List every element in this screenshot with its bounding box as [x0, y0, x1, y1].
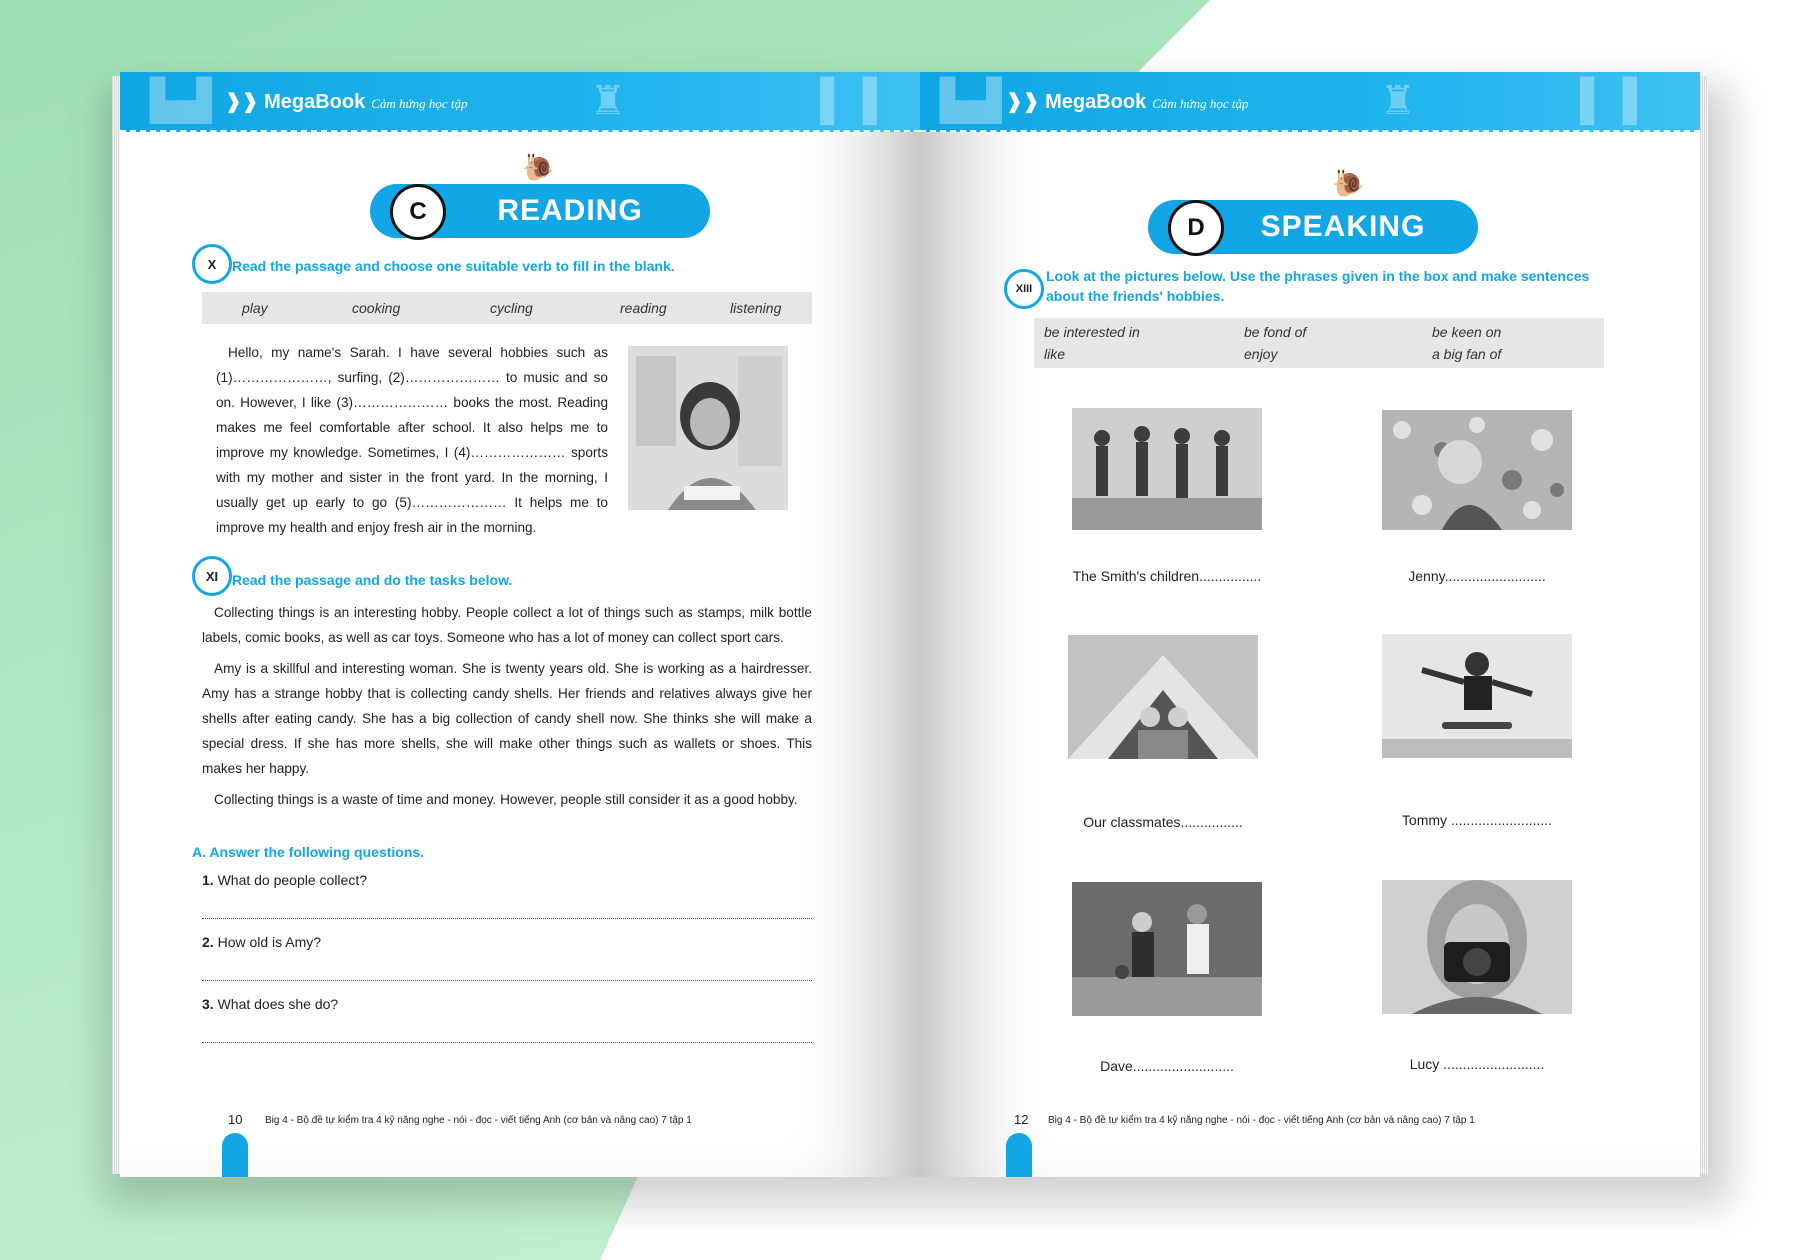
logo-mark-icon: ❱❱ [225, 91, 259, 113]
page-number: 12 [1014, 1112, 1029, 1127]
phrase-option: be keen on [1432, 324, 1502, 340]
exercise-badge-x: X [192, 244, 232, 284]
snail-icon: 🐌 [522, 152, 555, 182]
photo-girl-reading [628, 346, 788, 510]
skyline-icon: ▙▟ [940, 79, 1002, 123]
photo-basketball [1072, 882, 1262, 1016]
logo-mark-icon: ❱❱ [1006, 91, 1040, 113]
page-header [120, 72, 920, 132]
answer-line[interactable] [202, 1042, 812, 1043]
phrase-option: be fond of [1244, 324, 1307, 340]
tower-icon: ▌▐ [1580, 78, 1637, 122]
exercise-instruction-xi: Read the passage and do the tasks below. [232, 572, 513, 588]
answer-line[interactable] [202, 918, 812, 919]
caption-smiths-children: The Smith's children................ [1072, 568, 1262, 584]
page-number: 10 [228, 1112, 243, 1127]
passage-sarah: Hello, my name's Sarah. I have several hobbies such as (1)…………………, surfing, (2)………………… to music and so on. However, I like (3)………………… books the most. Reading makes me feel comfortable after school. It also helps me to improve my knowledge. Sometimes, I (4)………………… sports with my mother and sister in the front yard. In the morning, I usually get up early to go (5)………………… It helps me to improve my health and enjoy fresh air in the morning. [216, 345, 608, 535]
brand-logo: ❱❱ MegaBook Cảm hứng học tập [1006, 91, 1249, 113]
caption-jenny: Jenny.......................... [1408, 568, 1546, 584]
word-option: listening [730, 300, 782, 316]
left-page [120, 72, 920, 1177]
answer-line[interactable] [202, 980, 812, 981]
question-2: 2. How old is Amy? [202, 934, 322, 950]
page-tab [222, 1133, 248, 1177]
exercise-instruction-x: Read the passage and choose one suitable verb to fill in the blank. [232, 258, 675, 274]
question-1: 1. What do people collect? [202, 872, 368, 888]
photo-dancers [1072, 408, 1262, 530]
page-tab [1006, 1133, 1032, 1177]
statue-icon: ♜ [590, 79, 626, 123]
word-option: cooking [352, 300, 401, 316]
caption-lucy: Lucy .......................... [1409, 1056, 1545, 1072]
photo-photographer [1382, 880, 1572, 1014]
caption-tommy: Tommy .......................... [1401, 812, 1553, 828]
word-box [202, 292, 812, 324]
question-3: 3. What does she do? [202, 996, 339, 1012]
caption-dave: Dave.......................... [1100, 1058, 1234, 1074]
word-option: cycling [490, 300, 533, 316]
phrase-box [1034, 318, 1604, 368]
photo-classmates-tent [1068, 635, 1258, 759]
right-page [920, 72, 1700, 1177]
exercise-badge-xiii: XIII [1004, 269, 1044, 309]
task-a-heading: A. Answer the following questions. [192, 844, 425, 860]
exercise-badge-xi: XI [192, 556, 232, 596]
phrase-option: be interested in [1044, 324, 1140, 340]
passage-collecting [202, 600, 812, 818]
statue-icon: ♜ [1380, 79, 1416, 123]
tower-icon: ▌▐ [820, 78, 877, 122]
brand-logo: ❱❱ MegaBook Cảm hứng học tập [225, 91, 468, 113]
skyline-icon: ▙▟ [150, 79, 212, 123]
photo-skateboarder [1382, 634, 1572, 758]
paragraph: Collecting things is a waste of time and money. However, people still consider it as a good hobby. [214, 792, 798, 807]
footer-text: Big 4 - Bộ đề tự kiểm tra 4 kỹ năng nghe - nói - đọc - viết tiếng Anh (cơ bản và nâng cao) 7 tập 1 [1048, 1115, 1475, 1126]
page-header [920, 72, 1700, 132]
caption-classmates: Our classmates................ [1083, 814, 1243, 830]
phrase-option: like [1044, 346, 1066, 362]
section-letter: C [390, 184, 446, 240]
section-banner-speaking: SPEAKING [1148, 200, 1478, 254]
snail-icon: 🐌 [1332, 168, 1365, 198]
word-option: play [242, 300, 268, 316]
photo-girl-in-leaves [1382, 410, 1572, 530]
section-letter: D [1168, 200, 1224, 256]
exercise-instruction-xiii: Look at the pictures below. Use the phrases given in the box and make sentences about the friends' hobbies. [1046, 268, 1590, 304]
paragraph: Amy is a skillful and interesting woman. She is twenty years old. She is working as a hairdresser. Amy has a strange hobby that is collecting candy shells. Her friends and relatives always give her shells after eating candy. She has a big collection of candy shell now. She thinks she will make a special dress. If she has more shells, she will make other things such as wallets or shoes. This makes her happy. [202, 661, 812, 776]
word-option: reading [620, 300, 667, 316]
phrase-option: enjoy [1244, 346, 1278, 362]
footer-text: Big 4 - Bộ đề tự kiểm tra 4 kỹ năng nghe - nói - đọc - viết tiếng Anh (cơ bản và nâng cao) 7 tập 1 [265, 1115, 692, 1126]
paragraph: Collecting things is an interesting hobby. People collect a lot of things such as stamps, milk bottle labels, comic books, as well as car toys. Someone who has a lot of money can collect sport cars. [202, 605, 812, 645]
section-banner-reading: READING [370, 184, 710, 238]
phrase-option: a big fan of [1432, 346, 1502, 362]
